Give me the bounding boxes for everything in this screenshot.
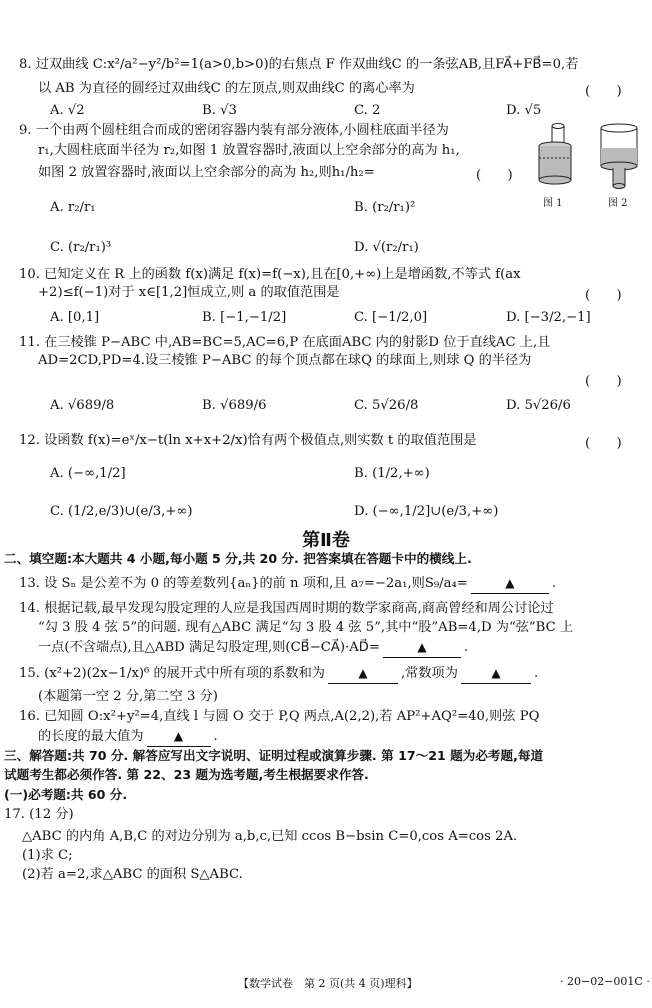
q9-line3: 如图 2 放置容器时,液面以上空余部分的高为 h₂,则h₁/h₂=	[38, 165, 375, 180]
q16-line1: 16. 已知圆 O:x²+y²=4,直线 l 与圆 O 交于 P,Q 两点,A(2,2),若 AP²+AQ²=40,则弦 PQ	[19, 709, 540, 724]
q15-line: 15. (x²+2)(2x−1/x)⁶ 的展开式中所有项的系数和为 ▲ ,常数项为 ▲ .	[19, 664, 538, 684]
q17-part1: (1)求 C;	[22, 848, 73, 863]
q8-option-d: D. √5	[506, 103, 542, 118]
q9-line2: r₁,大圆柱底面半径为 r₂,如图 1 放置容器时,液面以上空余部分的高为 h₁,	[38, 143, 460, 158]
footer-page-info: 【数学试卷 第 2 页(共 4 页)理科】	[238, 977, 418, 990]
q8-paren: ( )	[585, 84, 622, 99]
q16-line2: 的长度的最大值为 ▲ .	[38, 727, 218, 747]
q14-triangle-mark: ▲	[417, 640, 427, 654]
q14-answer-blank[interactable]	[383, 638, 461, 658]
q11-option-d: D. 5√26/6	[506, 398, 571, 413]
q10-option-c: C. [−1/2,0]	[354, 310, 428, 325]
q8-line1: 8. 过双曲线 C:x²/a²−y²/b²=1(a>0,b>0)的右焦点 F 作双曲线C 的一条弦AB,且FA⃗+FB⃗=0,若	[19, 57, 579, 72]
q15-answer-blank-2[interactable]	[461, 664, 531, 684]
q8-option-b: B. √3	[202, 103, 237, 118]
q8-option-c: C. 2	[354, 103, 381, 118]
q11-line2: AD=2CD,PD=4.设三棱锥 P−ABC 的每个顶点都在球Q 的球面上,则球 Q 的半径为	[38, 353, 532, 368]
q12-line1: 12. 设函数 f(x)=eˣ/x−t(ln x+x+2/x)恰有两个极值点,则实数 t 的取值范围是	[19, 433, 477, 448]
fig2-caption: 图 2	[608, 198, 628, 209]
q14-line3: 一点(不含端点),且△ABD 满足勾股定理,则(CB⃗−CA⃗)·AD⃗= ▲ .	[38, 638, 468, 658]
q8-option-a: A. √2	[50, 103, 85, 118]
section3-heading-line2: 试题考生都必须作答. 第 22、23 题为选考题,考生根据要求作答.	[4, 767, 369, 782]
q10-line1: 10. 已知定义在 R 上的函数 f(x)满足 f(x)=f(−x),且在[0,+∞)上是增函数,不等式 f(ax	[19, 267, 521, 282]
fig1-caption: 图 1	[543, 198, 563, 209]
q12-paren: ( )	[585, 436, 622, 451]
container-figure-2	[594, 118, 644, 196]
q9-line1: 9. 一个由两个圆柱组合而成的密闭容器内装有部分液体,小圆柱底面半径为	[19, 123, 449, 138]
q11-option-b: B. √689/6	[202, 398, 267, 413]
q15-note: (本题第一空 2 分,第二空 3 分)	[38, 689, 218, 704]
q14-line2: “勾 3 股 4 弦 5”的问题. 现有△ABC 满足“勾 3 股 4 弦 5”,其中“股”AB=4,D 为“弦”BC 上	[38, 620, 574, 635]
q15-text: 15. (x²+2)(2x−1/x)⁶ 的展开式中所有项的系数和为	[19, 666, 325, 681]
q11-line1: 11. 在三棱锥 P−ABC 中,AB=BC=5,AC=6,P 在底面ABC 内的射影D 位于直线AC 上,且	[19, 335, 551, 350]
q10-option-b: B. [−1,−1/2]	[202, 310, 287, 325]
section3-heading-line1: 三、解答题:共 70 分. 解答应写出文字说明、证明过程或演算步骤. 第 17～21 题为必考题,每道	[4, 748, 544, 763]
q9-paren: ( )	[476, 168, 513, 183]
q11-paren: ( )	[585, 374, 622, 389]
q9-option-a: A. r₂/r₁	[50, 200, 96, 215]
q15-triangle-mark-2: ▲	[491, 666, 501, 680]
q13-text: 13. 设 Sₙ 是公差不为 0 的等差数列{aₙ}的前 n 项和,且 a₇=−2a₁,则S₉/a₄=	[19, 576, 468, 591]
q16-text: 的长度的最大值为	[38, 729, 144, 744]
q10-line2: +2)≤f(−1)对于 x∈[1,2]恒成立,则 a 的取值范围是	[38, 285, 340, 300]
q12-option-d: D. (−∞,1/2]∪(e/3,+∞)	[354, 504, 499, 519]
q12-option-c: C. (1/2,e/3)∪(e/3,+∞)	[50, 504, 193, 519]
q12-option-b: B. (1/2,+∞)	[354, 466, 430, 481]
q16-triangle-mark: ▲	[173, 729, 184, 743]
q9-option-b: B. (r₂/r₁)²	[354, 200, 416, 215]
q13-triangle-mark: ▲	[505, 576, 515, 590]
q17-part2: (2)若 a=2,求△ABC 的面积 S△ABC.	[22, 867, 243, 882]
q17-head: 17. (12 分)	[4, 807, 74, 822]
q13-answer-blank[interactable]	[471, 574, 549, 594]
q13-line: 13. 设 Sₙ 是公差不为 0 的等差数列{aₙ}的前 n 项和,且 a₇=−2a₁,则S₉/a₄= ▲ .	[19, 574, 556, 594]
q16-answer-blank[interactable]	[147, 727, 211, 747]
q14-text: 一点(不含端点),且△ABD 满足勾股定理,则(CB⃗−CA⃗)·AD⃗=	[38, 640, 380, 655]
q15-mid: ,常数项为	[400, 666, 458, 681]
q11-option-c: C. 5√26/8	[354, 398, 419, 413]
q12-option-a: A. (−∞,1/2]	[50, 466, 126, 481]
q11-option-a: A. √689/8	[50, 398, 115, 413]
q15-answer-blank-1[interactable]	[328, 664, 398, 684]
footer-code: · 20−02−001C ·	[560, 975, 650, 988]
q17-line1: △ABC 的内角 A,B,C 的对边分别为 a,b,c,已知 ccos B−bsin C=0,cos A=cos 2A.	[22, 829, 518, 844]
part2-title: 第Ⅱ卷	[302, 530, 350, 551]
container-figure-1	[530, 118, 580, 196]
q10-option-a: A. [0,1]	[50, 310, 100, 325]
required-subsection: (一)必考题:共 60 分.	[4, 787, 128, 802]
q10-option-d: D. [−3/2,−1]	[506, 310, 591, 325]
q9-option-c: C. (r₂/r₁)³	[50, 240, 112, 255]
q14-line1: 14. 根据记载,最早发现勾股定理的人应是我国西周时期的数学家商高,商高曾经和周公讨论过	[19, 601, 554, 616]
q9-option-d: D. √(r₂/r₁)	[354, 240, 419, 255]
q10-paren: ( )	[585, 288, 622, 303]
section2-heading: 二、填空题:本大题共 4 小题,每小题 5 分,共 20 分. 把答案填在答题卡中的横线上.	[4, 551, 472, 566]
q8-line2: 以 AB 为直径的圆经过双曲线C 的左顶点,则双曲线C 的离心率为	[38, 81, 415, 96]
q15-triangle-mark-1: ▲	[358, 666, 368, 680]
